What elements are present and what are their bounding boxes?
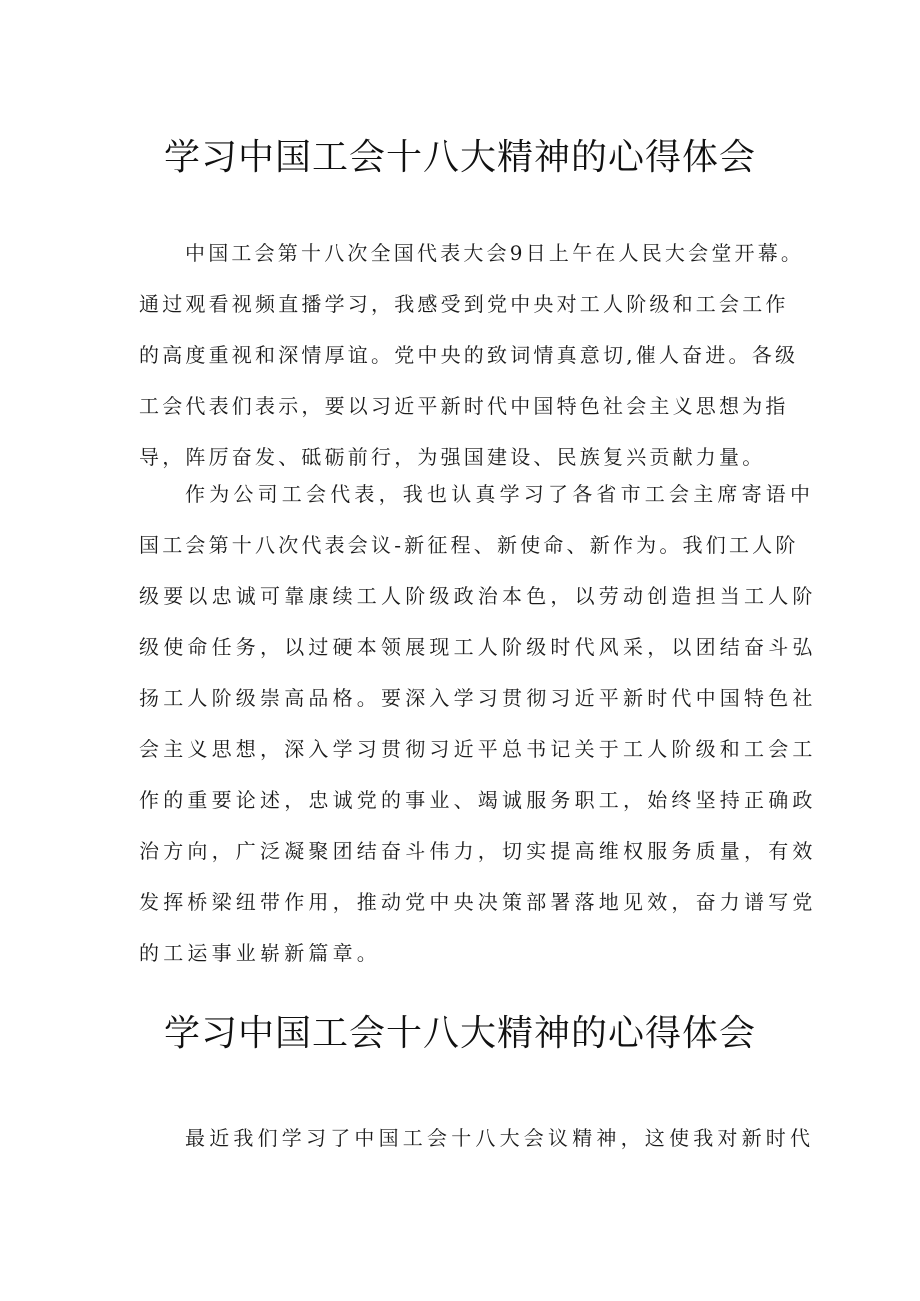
text-line: 作为公司工会代表，我也认真学习了各省市工会主席寄语中 — [185, 482, 815, 506]
text-line: 会主义思想，深入学习贯彻习近平总书记关于工人阶级和工会工 — [139, 737, 817, 761]
text-line: 级要以忠诚可靠康续工人阶级政治本色，以劳动创造担当工人阶 — [139, 584, 817, 608]
text-line: 工会代表们表示，要以习近平新时代中国特色社会主义思想为指 — [139, 394, 789, 418]
section-2-paragraph-1 — [139, 1113, 815, 1164]
section-1-paragraph-2 — [139, 469, 817, 979]
section-2-title: 学习中国工会十八大精神的心得体会 — [163, 1013, 756, 1054]
text-line: 发挥桥梁纽带作用，推动党中央决策部署落地见效，奋力谱写党 — [139, 890, 817, 914]
section-1-paragraph-1 — [139, 228, 805, 483]
text-line: 扬工人阶级崇高品格。要深入学习贯彻习近平新时代中国特色社 — [139, 686, 817, 710]
text-line: 治方向，广泛凝聚团结奋斗伟力，切实提高维权服务质量，有效 — [139, 839, 817, 863]
text-line: 作的重要论述，忠诚党的事业、竭诚服务职工，始终坚持正确政 — [139, 788, 817, 812]
text-line: 级使命任务，以过硬本领展现工人阶级时代风采，以团结奋斗弘 — [139, 635, 817, 659]
text-line: 导，阵厉奋发、砥砺前行，为强国建设、民族复兴贡献力量。 — [139, 445, 766, 469]
text-line: 的高度重视和深情厚谊。党中央的致词情真意切,催人奋进。各级 — [139, 343, 799, 367]
text-line: 中国工会第十八次全国代表大会9日上午在人民大会堂开幕。 — [185, 241, 805, 265]
text-line: 最近我们学习了中国工会十八大会议精神，这使我对新时代 — [185, 1126, 815, 1150]
text-line: 通过观看视频直播学习，我感受到党中央对工人阶级和工会工作 — [139, 292, 789, 316]
text-line: 的工运事业崭新篇章。 — [139, 941, 381, 965]
text-line: 国工会第十八次代表会议-新征程、新使命、新作为。我们工人阶 — [139, 533, 799, 557]
section-1-title: 学习中国工会十八大精神的心得体会 — [163, 137, 756, 178]
